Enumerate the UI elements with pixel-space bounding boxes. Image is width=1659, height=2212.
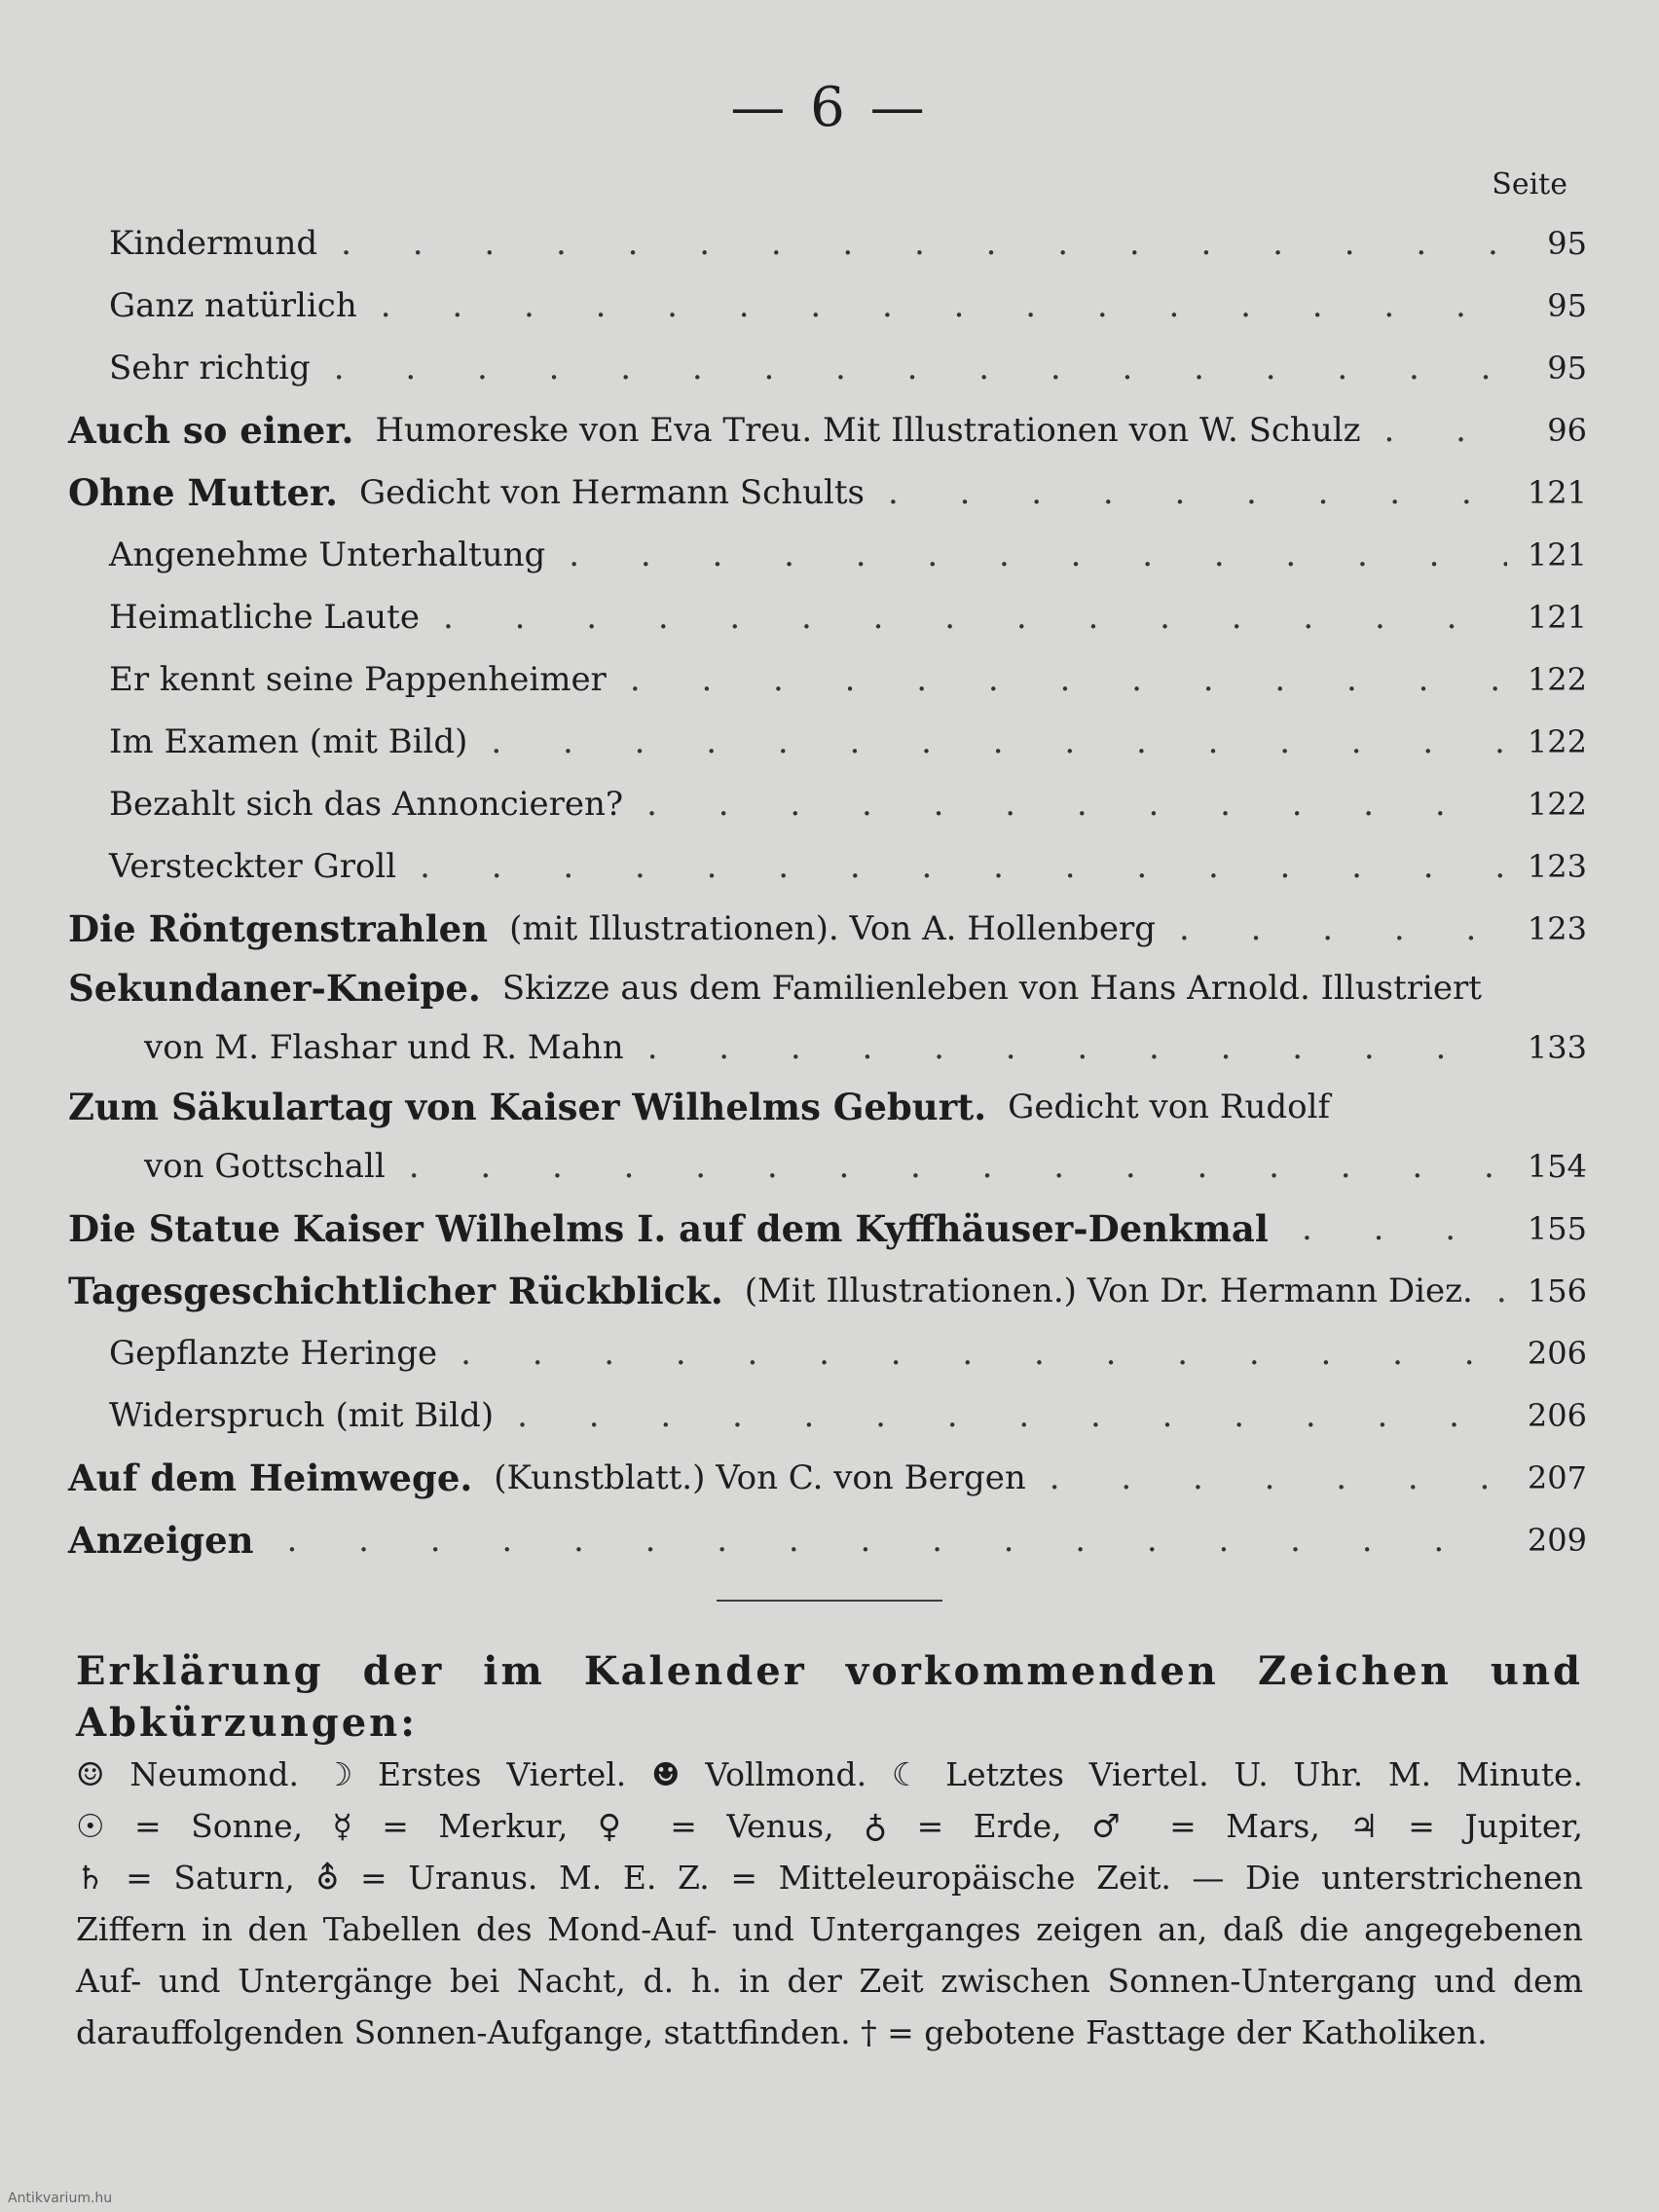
dot-leader [420,847,1507,886]
dot-leader [1050,1458,1507,1497]
dot-leader [1496,1272,1507,1310]
toc-page-number: 122 [1527,661,1587,698]
dot-leader [334,349,1507,387]
toc-entry [68,1447,1587,1509]
toc-entry [68,586,1587,648]
dot-leader [888,473,1507,512]
toc-page-number: 122 [1527,723,1587,760]
legend-line: ♄ = Saturn, ⛢ = Uranus. M. E. Z. = Mitteleuropäische Zeit. — Die unterstrichenen [76,1859,1583,1897]
seite-column-label: Seite [1492,167,1567,202]
toc-entry-title: Sekundaner-Kneipe. [68,967,481,1010]
toc-entry-text: Im Examen (mit Bild) [109,722,468,761]
toc-entry-title: Auf dem Heimwege. [68,1456,473,1499]
toc-entry-title: Die Statue Kaiser Wilhelms I. auf dem Kyffhäuser-Denkmal [68,1207,1269,1250]
toc-page-number: 122 [1527,786,1587,823]
legend-line: darauffolgenden Sonnen-Aufgange, stattfinden. † = gebotene Fasttage der Katholiken. [76,2013,1488,2051]
toc-entry [68,1198,1587,1260]
dot-leader [1302,1209,1507,1248]
toc-entry [68,275,1587,337]
toc-entry [68,1135,1587,1198]
toc-entry-text: Bezahlt sich das Annoncieren? [109,785,624,824]
toc-page-number: 156 [1527,1272,1587,1309]
toc-page-number: 95 [1547,350,1587,387]
toc-entry [68,835,1587,898]
toc-entry-text: Widerspruch (mit Bild) [109,1396,495,1435]
toc-entry-text: von M. Flashar und R. Mahn [144,1028,624,1067]
dot-leader [491,722,1507,761]
dot-leader [409,1147,1507,1186]
toc-entry [68,648,1587,711]
dot-leader [646,785,1507,824]
dot-leader [517,1396,1507,1435]
toc-entry-text: (Kunstblatt.) Von C. von Bergen [494,1458,1026,1497]
toc-page-number: 155 [1527,1210,1587,1247]
toc-page-number: 121 [1527,536,1587,573]
toc-entry-title: Ohne Mutter. [68,471,339,514]
toc-entry [68,898,1587,960]
toc-page-number: 206 [1527,1335,1587,1372]
legend-line: ☉ = Sonne, ☿ = Merkur, ♀ = Venus, ♁ = Erde, ♂ = Mars, ♃ = Jupiter, [76,1807,1583,1845]
toc-page-number: 209 [1527,1522,1587,1559]
dot-leader [287,1521,1507,1560]
dot-leader [461,1334,1507,1373]
toc-page-number: 95 [1547,225,1587,262]
toc-page-number: 154 [1527,1148,1587,1185]
toc-entry [68,1016,1587,1079]
table-of-contents [68,212,1587,1571]
toc-entry-title: Tagesgeschichtlicher Rückblick. [68,1270,723,1312]
toc-entry [68,711,1587,773]
page-number: — 6 — [730,76,929,139]
toc-entry-text: Angenehme Unterhaltung [109,535,546,574]
toc-entry [68,1079,1587,1135]
toc-entry-text: Er kennt seine Pappenheimer [109,660,607,699]
toc-entry [68,524,1587,586]
dot-leader [1384,411,1507,450]
toc-entry-title: Die Röntgenstrahlen [68,907,489,950]
toc-page-number: 95 [1547,287,1587,324]
toc-entry-title: Zum Säkulartag von Kaiser Wilhelms Geburt. [68,1086,987,1128]
toc-entry-text: von Gottschall [144,1147,386,1186]
toc-entry [68,1509,1587,1571]
toc-entry [68,960,1587,1016]
toc-entry [68,1322,1587,1384]
dot-leader [381,286,1507,325]
watermark: Antikvarium.hu [8,2191,113,2206]
toc-entry [68,1384,1587,1447]
toc-page-number: 123 [1527,910,1587,947]
legend-line: Ziffern in den Tabellen des Mond-Auf- und Unterganges zeigen an, daß die angegebenen [76,1910,1583,1948]
toc-entry-text: Kindermund [109,224,318,263]
legend-line: ☺ Neumond. ☽ Erstes Viertel. ☻ Vollmond. ☾ Letztes Viertel. U. Uhr. M. Minute. [76,1755,1583,1793]
toc-entry-title: Anzeigen [68,1519,254,1562]
toc-page-number: 123 [1527,848,1587,885]
toc-entry [68,212,1587,275]
toc-entry-text: Skizze aus dem Familienleben von Hans Arnold. Illustriert [501,969,1482,1008]
toc-entry-text: Ganz natürlich [109,286,357,325]
toc-page-number: 121 [1527,599,1587,636]
toc-entry-title: Auch so einer. [68,409,354,452]
toc-entry [68,1260,1587,1322]
dot-leader [647,1028,1507,1067]
toc-page-number: 133 [1527,1029,1587,1066]
toc-page-number: 121 [1527,474,1587,511]
section-divider [717,1600,942,1602]
toc-entry-text: (Mit Illustrationen.) Von Dr. Hermann Diez. [744,1272,1473,1310]
dot-leader [341,224,1507,263]
dot-leader [569,535,1507,574]
toc-entry [68,337,1587,399]
dot-leader [1179,909,1507,948]
toc-entry-text: Heimatliche Laute [109,598,420,637]
toc-entry [68,399,1587,461]
toc-entry-text: (mit Illustrationen). Von A. Hollenberg [509,909,1157,948]
legend [76,1645,1583,2058]
legend-line: Auf- und Untergänge bei Nacht, d. h. in der Zeit zwischen Sonnen-Untergang und dem [76,1962,1583,2000]
legend-title: Erklärung der im Kalender vorkommenden Zeichen und Abkürzungen: [76,1648,1583,1746]
toc-entry-text: Gedicht von Rudolf [1008,1088,1331,1126]
toc-page-number: 206 [1527,1397,1587,1434]
toc-entry-text: Versteckter Groll [109,847,397,886]
dot-leader [443,598,1507,637]
toc-entry-text: Sehr richtig [109,349,311,387]
toc-entry-text: Gepflanzte Heringe [109,1334,438,1373]
toc-entry-text: Humoreske von Eva Treu. Mit Illustrationen von W. Schulz [375,411,1361,450]
dot-leader [630,660,1507,699]
toc-entry-text: Gedicht von Hermann Schults [359,473,865,512]
toc-entry [68,773,1587,835]
toc-page-number: 207 [1527,1459,1587,1496]
toc-entry [68,461,1587,524]
toc-page-number: 96 [1547,412,1587,449]
